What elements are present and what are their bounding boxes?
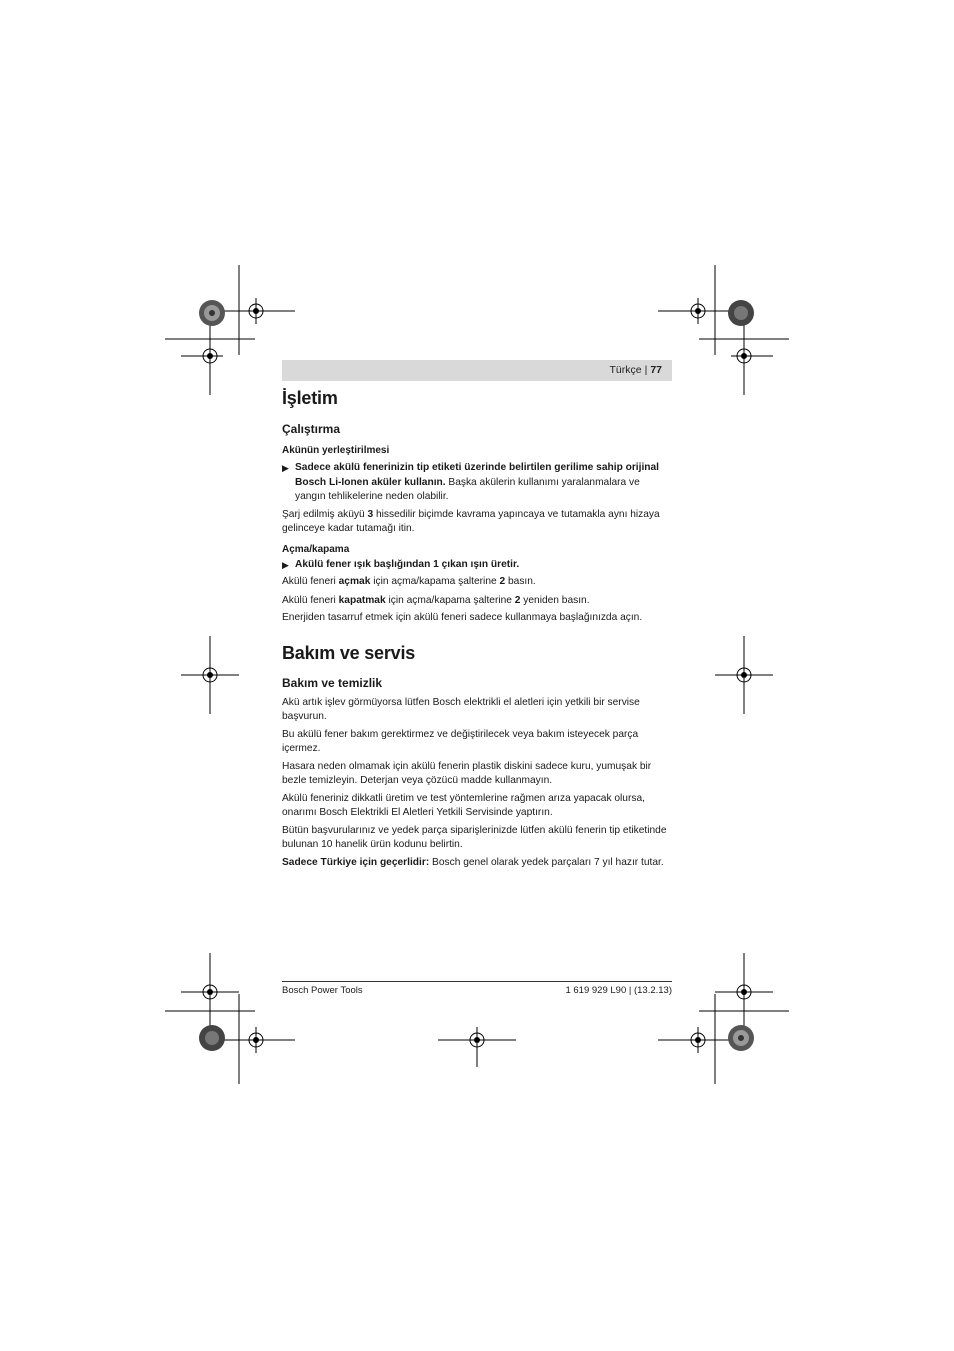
paragraph-cleaning-2: Bu akülü fener bakım gerektirmez ve değiştirilecek veya bakım isteyecek parça içermez. [282, 728, 639, 754]
page-header-bar [282, 360, 672, 381]
text-run: basın. [505, 576, 536, 587]
paragraph-cleaning-1: Akü artık işlev görmüyorsa lütfen Bosch elektrikli el aletleri için yetkili bir servise başvurun. [282, 696, 640, 722]
heading-on-off: Açma/kapama [282, 543, 350, 555]
footer-doc-code: 1 619 929 L90 | (13.2.13) [565, 985, 672, 996]
text-run: Bosch genel olarak yedek parçaları 7 yıl hazır tutar. [429, 856, 664, 868]
ref-number: 2 [514, 594, 521, 606]
bullet-triangle-icon: ▶ [282, 463, 289, 473]
paragraph-cleaning-4: Akülü feneriniz dikkatli üretim ve test yöntemlerine rağmen arıza yapacak olursa, onarımı Bosch Elektrikli El Aletleri Yetkili Servisinde yaptırın. [282, 792, 645, 818]
warning-text: Başka akülerin kullanımı yaralanmalara ve yangın tehlikelerine neden olabilir. [295, 476, 640, 502]
footer-divider [282, 981, 672, 982]
page-content [282, 386, 672, 870]
warning-bold-text: Sadece akülü fenerinizin tip etiketi üzerinde belirtilen gerilime sahip orijinal Bosch Li-Ionen aküler kullanın. [295, 462, 660, 488]
paragraph-switch-on [282, 575, 672, 590]
section-title-operation: İşletim [282, 388, 338, 408]
text-run: Akülü feneri [282, 594, 339, 606]
text-run: hissedilir biçimde kavrama yapıncaya ve tutamakla aynı hizaya gelinceye kadar tutamağı itin. [282, 508, 660, 534]
bold-term: kapatmak [338, 594, 386, 606]
paragraph-switch-off [282, 594, 672, 609]
paragraph-insert-battery [282, 508, 672, 537]
warning-bold-text: Akülü fener ışık başlığından 1 çıkan ışın üretir. [295, 558, 520, 570]
text-run: Şarj edilmiş aküyü [282, 508, 368, 520]
paragraph-cleaning-3: Hasara neden olmamak için akülü fenerin plastik diskini sadece kuru, yumuşak bir bezle temizleyin. Deterjan veya çözücü madde kullanmayın. [282, 760, 652, 786]
header-language: Türkçe [609, 364, 642, 376]
ref-number: 2 [499, 576, 506, 587]
subsection-title-cleaning: Bakım ve temizlik [282, 675, 383, 690]
header-separator: | [644, 364, 648, 376]
text-run: için açma/kapama şalterine [385, 594, 515, 606]
section-title-maintenance: Bakım ve servis [282, 642, 416, 663]
ref-number: 3 [367, 508, 374, 520]
paragraph-turkey-note [282, 856, 672, 871]
page-header [609, 364, 662, 376]
text-run: Akülü feneri [282, 576, 339, 587]
subsection-title-start-up: Çalıştırma [282, 422, 341, 436]
bold-term: açmak [338, 576, 371, 587]
text-run: yeniden basın. [520, 594, 590, 606]
footer-brand: Bosch Power Tools [282, 985, 363, 996]
bold-term: Sadece Türkiye için geçerlidir: [282, 856, 430, 868]
paragraph-energy-saving: Enerjiden tasarruf etmek için akülü feneri sadece kullanmaya başlağınızda açın. [282, 612, 643, 623]
text-run: için açma/kapama şalterine [370, 576, 500, 587]
bullet-triangle-icon: ▶ [282, 559, 289, 570]
heading-insert-battery: Akünün yerleştirilmesi [282, 445, 390, 456]
warning-bullet-light [282, 558, 672, 573]
warning-bullet-battery [282, 461, 672, 505]
page-number: 77 [650, 364, 662, 376]
paragraph-cleaning-5: Bütün başvurularınız ve yedek parça siparişlerinizde lütfen akülü fenerin tip etiketinde bulunan 10 hanelik ürün kodunu belirtin. [282, 824, 667, 850]
